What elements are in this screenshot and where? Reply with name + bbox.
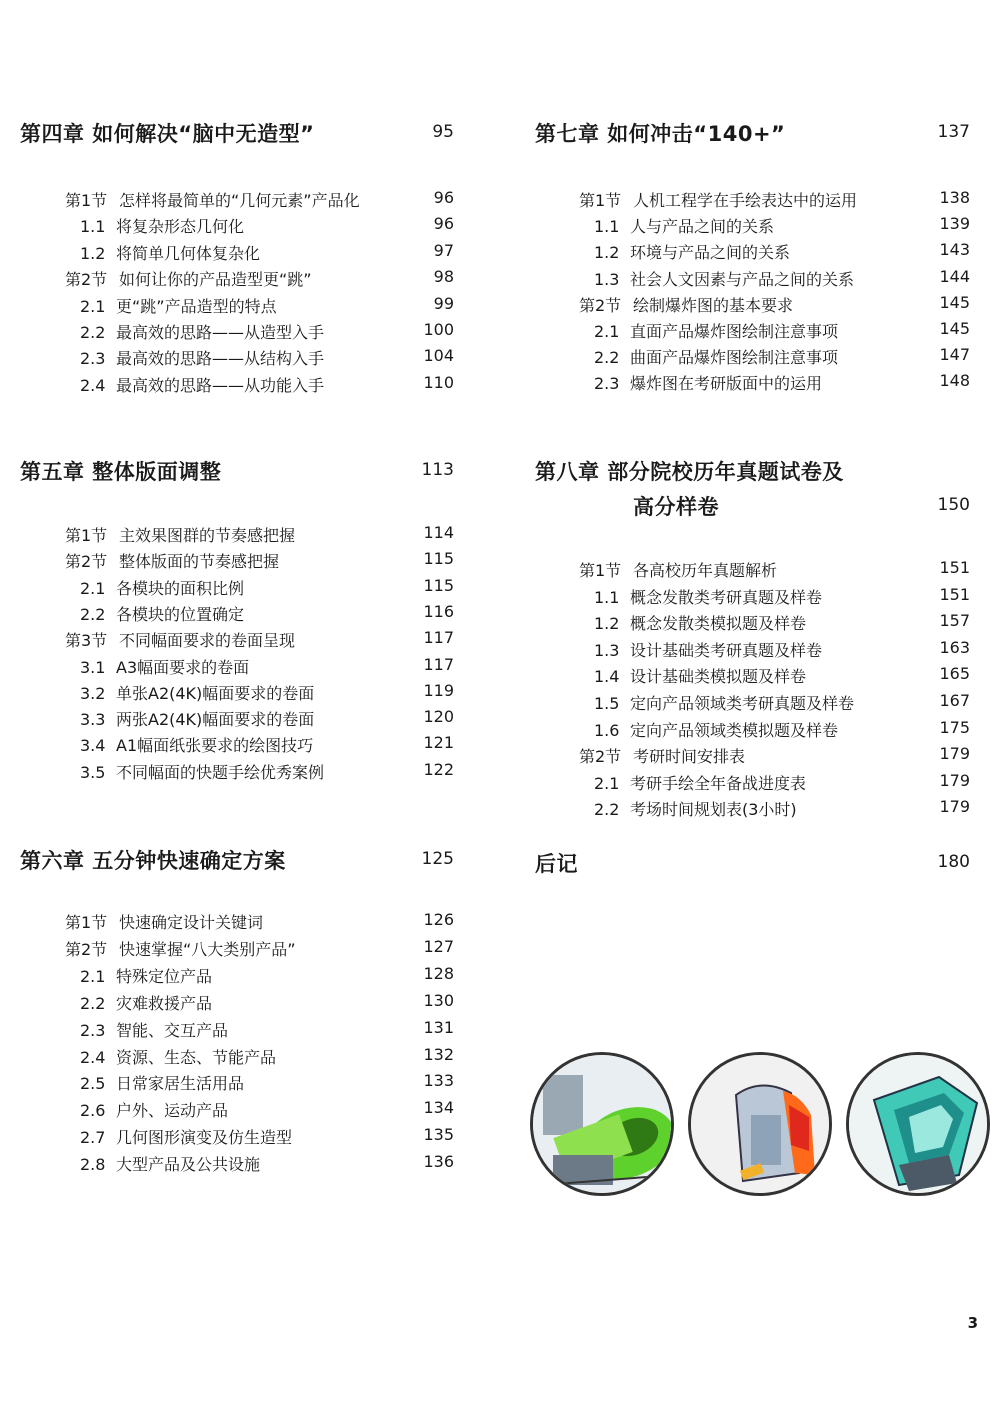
entry-number: 1.2	[594, 243, 620, 263]
entry-title: 两张A2(4K)幅面要求的卷面	[116, 710, 315, 730]
entry-page-number: 98	[433, 267, 454, 287]
entry-number: 第1节	[579, 191, 622, 210]
entry-page-number: 122	[423, 759, 454, 779]
chapter-page-number: 125	[421, 849, 454, 869]
entry-number: 1.3	[594, 640, 620, 660]
subsection-entry[interactable]	[80, 241, 454, 264]
chapter-title[interactable]: 第六章 五分钟快速确定方案	[20, 849, 286, 873]
entry-title: 考研手绘全年备战进度表	[630, 773, 807, 793]
entry-page-number: 110	[423, 372, 454, 392]
entry-number: 1.2	[594, 614, 620, 634]
entry-page-number: 136	[423, 1152, 454, 1172]
entry-page-number: 115	[423, 575, 454, 595]
entry-page-number: 138	[939, 188, 970, 207]
entry-number: 1.1	[80, 217, 106, 237]
entry-number: 第2节	[65, 270, 108, 290]
entry-page-number: 100	[423, 320, 454, 339]
subsection-entry[interactable]	[80, 707, 454, 730]
entry-page-number: 167	[939, 691, 970, 710]
entry-number: 3.2	[80, 683, 106, 703]
entry-title: 爆炸图在考研版面中的运用	[630, 374, 823, 394]
entry-page-number: 133	[423, 1071, 454, 1091]
chapter-title[interactable]: 后记	[535, 852, 578, 876]
entry-page-number: 97	[433, 240, 454, 260]
subsection-entry[interactable]	[594, 638, 970, 661]
entry-title: 定向产品领域类模拟题及样卷	[630, 720, 839, 740]
entry-title: A3幅面要求的卷面	[116, 657, 250, 677]
entry-page-number: 120	[423, 707, 454, 727]
entry-page-number: 163	[939, 637, 970, 657]
entry-page-number: 179	[939, 770, 970, 790]
entry-page-number: 96	[433, 214, 454, 234]
entry-number: 2.2	[594, 800, 620, 820]
green-product-sketch-image	[530, 1052, 674, 1196]
subsection-entry[interactable]	[594, 240, 970, 263]
entry-page-number: 179	[939, 744, 970, 764]
chapter-title[interactable]: 第八章 部分院校历年真题试卷及	[535, 460, 844, 484]
entry-page-number: 116	[423, 601, 454, 621]
entry-page-number: 145	[939, 292, 970, 312]
entry-number: 3.5	[80, 762, 106, 782]
entry-title: 设计基础类考研真题及样卷	[630, 640, 823, 660]
section-entry[interactable]	[65, 937, 454, 960]
entry-number: 3.4	[80, 736, 106, 756]
entry-page-number: 179	[939, 797, 970, 817]
entry-number: 第2节	[65, 939, 108, 959]
entry-page-number: 134	[423, 1098, 454, 1118]
entry-title: 不同幅面要求的卷面呈现	[119, 631, 296, 651]
section-entry[interactable]	[65, 523, 454, 546]
entry-number: 第2节	[65, 552, 108, 572]
entry-title: 绘制爆炸图的基本要求	[633, 295, 794, 315]
entry-page-number: 175	[939, 717, 970, 737]
entry-number: 2.7	[80, 1128, 106, 1148]
entry-page-number: 165	[939, 664, 970, 684]
entry-number: 1.3	[594, 269, 620, 289]
entry-title: 主效果图群的节奏感把握	[119, 526, 296, 545]
entry-title: 考研时间安排表	[633, 747, 746, 767]
entry-page-number: 130	[423, 990, 454, 1010]
entry-title: 将简单几何体复杂化	[116, 243, 261, 263]
subsection-entry[interactable]	[80, 1098, 454, 1121]
subsection-entry[interactable]	[594, 664, 970, 687]
entry-page-number: 121	[423, 733, 454, 753]
subsection-entry[interactable]	[80, 373, 454, 396]
subsection-entry[interactable]	[80, 294, 454, 317]
subsection-entry[interactable]	[594, 771, 970, 794]
subsection-entry[interactable]	[594, 319, 970, 342]
entry-number: 第1节	[65, 526, 108, 545]
entry-title: 社会人文因素与产品之间的关系	[630, 269, 855, 289]
chapter-page-number: 180	[937, 852, 970, 872]
subsection-entry[interactable]	[594, 611, 970, 634]
teal-product-sketch-image	[846, 1052, 990, 1196]
entry-title: 怎样将最简单的“几何元素”产品化	[119, 191, 360, 210]
chapter-title[interactable]: 第四章 如何解决“脑中无造型”	[20, 122, 315, 146]
entry-page-number: 114	[423, 523, 454, 542]
entry-title: 曲面产品爆炸图绘制注意事项	[630, 348, 839, 368]
entry-title: 各模块的面积比例	[116, 578, 245, 598]
entry-number: 2.5	[80, 1074, 106, 1094]
chapter-page-number: 113	[421, 460, 454, 480]
entry-page-number: 117	[423, 628, 454, 648]
entry-number: 2.1	[80, 296, 106, 316]
entry-number: 第2节	[579, 295, 622, 315]
chapter-title[interactable]: 第五章 整体版面调整	[20, 460, 222, 484]
entry-title: 更“跳”产品造型的特点	[116, 296, 277, 316]
entry-page-number: 131	[423, 1017, 454, 1037]
subsection-entry[interactable]	[80, 1152, 454, 1175]
entry-title: 不同幅面的快题手绘优秀案例	[116, 762, 325, 782]
entry-title: 直面产品爆炸图绘制注意事项	[630, 322, 839, 341]
entry-title: 设计基础类模拟题及样卷	[630, 667, 807, 687]
subsection-entry[interactable]	[80, 346, 454, 369]
entry-number: 2.3	[80, 349, 106, 369]
entry-title: 快速掌握“八大类别产品”	[119, 939, 296, 959]
entry-page-number: 126	[423, 910, 454, 929]
entry-number: 2.3	[594, 374, 620, 394]
subsection-entry[interactable]	[594, 214, 970, 237]
entry-number: 2.4	[80, 1047, 106, 1067]
subsection-entry[interactable]	[80, 733, 454, 756]
entry-title: 几何图形演变及仿生造型	[116, 1128, 293, 1148]
subsection-entry[interactable]	[594, 691, 970, 714]
subsection-entry[interactable]	[594, 718, 970, 741]
section-entry[interactable]	[579, 744, 970, 767]
entry-number: 第2节	[579, 747, 622, 767]
entry-page-number: 145	[939, 319, 970, 338]
subsection-entry[interactable]	[80, 655, 454, 678]
subsection-entry[interactable]	[80, 1071, 454, 1094]
entry-number: 1.1	[594, 587, 620, 607]
entry-title: 单张A2(4K)幅面要求的卷面	[116, 683, 315, 703]
subsection-entry[interactable]	[594, 585, 970, 608]
chapter-page-number: 150	[937, 495, 970, 515]
subsection-entry[interactable]	[80, 964, 454, 987]
entry-page-number: 157	[939, 611, 970, 631]
entry-number: 2.3	[80, 1020, 106, 1040]
entry-title: 概念发散类考研真题及样卷	[630, 587, 823, 607]
subsection-entry[interactable]	[80, 1125, 454, 1148]
entry-page-number: 132	[423, 1044, 454, 1064]
page-number: 3	[967, 1314, 978, 1332]
entry-page-number: 151	[939, 584, 970, 604]
orange-product-sketch-image	[688, 1052, 832, 1196]
entry-title: 户外、运动产品	[116, 1101, 229, 1121]
entry-title: 资源、生态、节能产品	[116, 1047, 277, 1067]
entry-page-number: 143	[939, 240, 970, 260]
subsection-entry[interactable]	[80, 214, 454, 237]
entry-title: 考场时间规划表(3小时)	[630, 800, 797, 820]
entry-number: 2.1	[80, 966, 106, 986]
section-entry[interactable]	[579, 558, 970, 581]
entry-number: 2.6	[80, 1101, 106, 1121]
chapter-page-number: 137	[937, 122, 970, 142]
entry-title: 将复杂形态几何化	[116, 217, 245, 237]
entry-number: 2.2	[80, 993, 106, 1013]
subsection-entry[interactable]	[80, 602, 454, 625]
entry-title: 各高校历年真题解析	[633, 561, 778, 580]
entry-page-number: 135	[423, 1125, 454, 1145]
entry-title: 各模块的位置确定	[116, 604, 245, 624]
entry-page-number: 147	[939, 345, 970, 365]
subsection-entry[interactable]	[80, 681, 454, 704]
entry-number: 2.1	[80, 578, 106, 598]
subsection-entry[interactable]	[594, 345, 970, 368]
subsection-entry[interactable]	[80, 1045, 454, 1068]
subsection-entry[interactable]	[80, 576, 454, 599]
entry-number: 2.8	[80, 1155, 106, 1175]
entry-title: 整体版面的节奏感把握	[119, 552, 280, 572]
entry-number: 2.4	[80, 375, 106, 395]
subsection-entry[interactable]	[80, 760, 454, 783]
entry-page-number: 144	[939, 266, 970, 286]
entry-page-number: 151	[939, 558, 970, 577]
section-entry[interactable]	[579, 293, 970, 316]
entry-title: 特殊定位产品	[116, 966, 213, 986]
entry-number: 3.1	[80, 657, 106, 677]
chapter-page-number: 95	[432, 122, 454, 142]
entry-title: A1幅面纸张要求的绘图技巧	[116, 736, 314, 756]
entry-number: 2.2	[594, 348, 620, 368]
subsection-entry[interactable]	[80, 320, 454, 343]
entry-number: 1.5	[594, 694, 620, 713]
entry-title: 灾难救援产品	[116, 993, 213, 1013]
entry-number: 1.1	[594, 217, 620, 237]
section-entry[interactable]	[65, 910, 454, 933]
entry-title: 最高效的思路——从功能入手	[116, 375, 325, 395]
entry-number: 1.4	[594, 667, 620, 687]
entry-title: 最高效的思路——从造型入手	[116, 323, 325, 342]
subsection-entry[interactable]	[80, 991, 454, 1014]
entry-number: 2.2	[80, 604, 106, 624]
entry-number: 2.2	[80, 323, 106, 342]
entry-page-number: 99	[433, 293, 454, 313]
section-entry[interactable]	[579, 188, 970, 211]
entry-number: 2.1	[594, 773, 620, 793]
entry-number: 3.3	[80, 710, 106, 730]
entry-page-number: 104	[423, 346, 454, 366]
section-entry[interactable]	[65, 549, 454, 572]
entry-page-number: 117	[423, 654, 454, 674]
chapter-title-line2[interactable]: 高分样卷	[633, 495, 719, 519]
entry-title: 大型产品及公共设施	[116, 1155, 261, 1175]
entry-number: 第1节	[65, 913, 108, 932]
entry-title: 日常家居生活用品	[116, 1074, 245, 1094]
entry-title: 快速确定设计关键词	[119, 913, 264, 932]
entry-title: 如何让你的产品造型更“跳”	[119, 270, 312, 290]
section-entry[interactable]	[65, 267, 454, 290]
subsection-entry[interactable]	[594, 371, 970, 394]
entry-number: 第3节	[65, 631, 108, 651]
entry-page-number: 115	[423, 549, 454, 569]
entry-page-number: 139	[939, 214, 970, 234]
entry-page-number: 148	[939, 371, 970, 391]
entry-page-number: 96	[433, 188, 454, 207]
subsection-entry[interactable]	[594, 267, 970, 290]
chapter-title[interactable]: 第七章 如何冲击“140+”	[535, 122, 786, 146]
subsection-entry[interactable]	[80, 1018, 454, 1041]
section-entry[interactable]	[65, 628, 454, 651]
entry-page-number: 119	[423, 680, 454, 700]
entry-title: 智能、交互产品	[116, 1020, 229, 1040]
entry-title: 定向产品领域类考研真题及样卷	[630, 694, 855, 713]
entry-page-number: 128	[423, 963, 454, 983]
entry-page-number: 127	[423, 936, 454, 956]
entry-number: 第1节	[579, 561, 622, 580]
entry-title: 最高效的思路——从结构入手	[116, 349, 325, 369]
entry-number: 2.1	[594, 322, 620, 341]
entry-title: 人与产品之间的关系	[630, 217, 775, 237]
entry-title: 人机工程学在手绘表达中的运用	[633, 191, 858, 210]
subsection-entry[interactable]	[594, 797, 970, 820]
entry-number: 1.6	[594, 720, 620, 740]
entry-number: 第1节	[65, 191, 108, 210]
entry-title: 环境与产品之间的关系	[630, 243, 791, 263]
entry-title: 概念发散类模拟题及样卷	[630, 614, 807, 634]
entry-number: 1.2	[80, 243, 106, 263]
section-entry[interactable]	[65, 188, 454, 211]
